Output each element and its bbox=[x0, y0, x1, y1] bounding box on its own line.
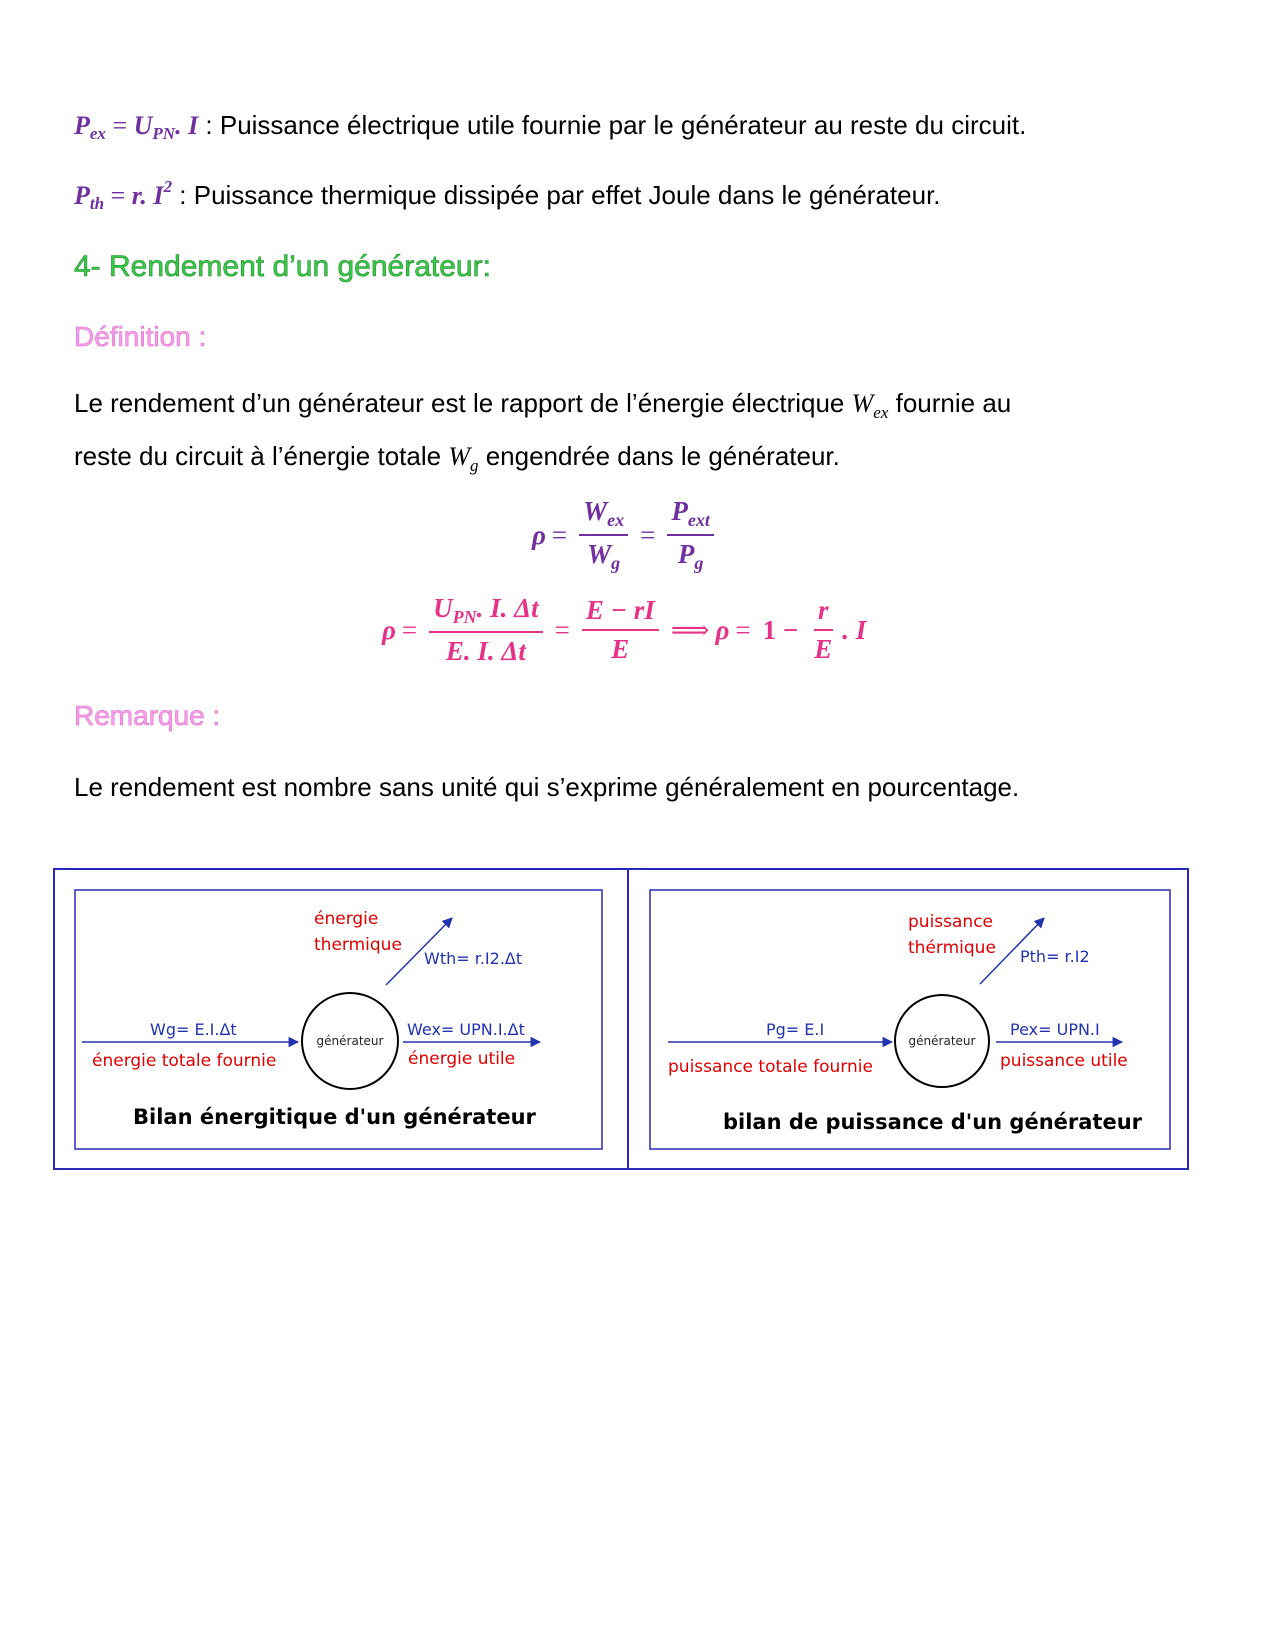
left-out-formula: Wex= UPN.I.Δt bbox=[407, 1020, 525, 1039]
right-out-formula: Pex= UPN.I bbox=[1010, 1020, 1100, 1039]
left-top-label-2: thermique bbox=[314, 935, 402, 955]
wex-symbol: $W_{ex}$ bbox=[851, 389, 889, 422]
definition-line-1: Le rendement d’un générateur est le rapport de l’énergie électrique $W_{ex}$ fournie au bbox=[74, 388, 1012, 422]
right-top-formula: Pth= r.I2 bbox=[1020, 947, 1090, 966]
pth-description: : Puissance thermique dissipée par effet Joule dans le générateur. bbox=[172, 180, 941, 210]
formula-rendement-1: ρ = $\frac{W_{ex}}{W_g}$ = $\frac{P_{ext}}{P_g}$ bbox=[532, 496, 720, 574]
definition-heading: Définition : bbox=[74, 321, 207, 352]
right-in-label: puissance totale fournie bbox=[668, 1057, 873, 1077]
diagram-right bbox=[650, 890, 1170, 1149]
left-in-formula: Wg= E.I.Δt bbox=[150, 1020, 237, 1039]
remark-text: Le rendement est nombre sans unité qui s’exprime généralement en pourcentage. bbox=[74, 772, 1020, 802]
left-top-formula: Wth= r.I2.Δt bbox=[424, 949, 523, 968]
formula-pth: $P_{th} = r$. $I^2$ bbox=[74, 177, 173, 213]
left-in-label: énergie totale fournie bbox=[92, 1051, 277, 1071]
definition-line-2: reste du circuit à l’énergie totale $W_g$ engendrée dans le générateur. bbox=[74, 441, 840, 475]
right-out-label: puissance utile bbox=[1000, 1051, 1128, 1071]
fraction-r-e: $\frac{r}{E}$ bbox=[814, 595, 833, 664]
fraction-upn: $\frac{U_{PN}. I. \Delta t}{E. I. \Delta t}$ bbox=[429, 593, 542, 667]
left-out-label: énergie utile bbox=[408, 1049, 516, 1069]
formula-pex: $P_{ex} = U_{PN}$. I bbox=[74, 111, 199, 143]
fraction-w: $\frac{W_{ex}}{W_g}$ bbox=[579, 496, 628, 574]
pex-description: : Puissance électrique utile fournie par le générateur au reste du circuit. bbox=[198, 110, 1027, 140]
right-top-label-2: thérmique bbox=[908, 938, 996, 958]
fraction-p: $\frac{P_{ext}}{P_g}$ bbox=[667, 496, 714, 574]
right-caption: bilan de puissance d'un générateur bbox=[723, 1110, 1143, 1134]
section-title: 4- Rendement d’un générateur: bbox=[74, 250, 491, 283]
formula-rendement-2: ρ = $\frac{U_{PN}. I. \Delta t}{E. I. \Delta t}$ = $\frac{E - rI}{E}$ ⟹ ρ = 1 − $\frac{r}{E}$ . I bbox=[382, 593, 867, 666]
fraction-e-ri: $\frac{E - rI}{E}$ bbox=[582, 595, 659, 665]
left-circle-label: générateur bbox=[316, 1034, 384, 1048]
diagram-left bbox=[75, 890, 602, 1149]
left-top-label-1: énergie bbox=[314, 909, 379, 929]
right-top-label-1: puissance bbox=[908, 912, 993, 932]
wg-symbol: $W_g$ bbox=[448, 442, 479, 475]
right-circle-label: générateur bbox=[908, 1034, 976, 1048]
left-caption: Bilan énergitique d'un générateur bbox=[133, 1105, 536, 1129]
right-in-formula: Pg= E.I bbox=[766, 1020, 825, 1039]
remark-heading: Remarque : bbox=[74, 700, 221, 731]
